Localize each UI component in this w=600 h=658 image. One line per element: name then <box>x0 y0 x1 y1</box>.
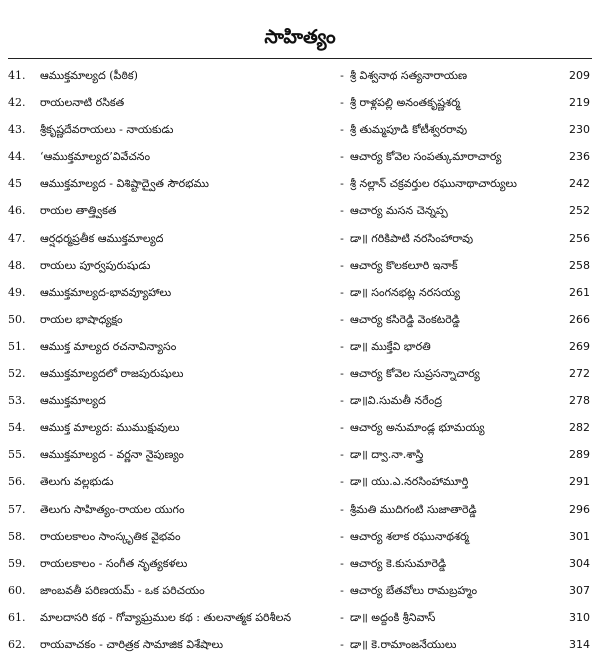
entry-title: తెలుగు సాహిత్యం-రాయల యుగం <box>40 502 185 516</box>
entry-page: 314 <box>569 637 590 651</box>
toc-entry <box>0 360 600 387</box>
entry-title: రాయవాచకం - చారిత్రక సామాజిక విశేషాలు <box>40 637 224 651</box>
entry-title: రాయల తాత్త్వికత <box>40 204 117 218</box>
entry-dash: - <box>340 529 344 543</box>
toc-entry <box>0 496 600 523</box>
entry-author: డా॥వి.సుమతీ నరేంద్ర <box>350 394 442 408</box>
entry-author: డా॥ ద్వా.నా.శాస్త్రి <box>350 448 424 462</box>
entry-author: శ్రీమతి ముదిగంటి సుజాతారెడ్డి <box>350 502 477 516</box>
entry-page: 242 <box>569 177 590 191</box>
entry-page: 266 <box>569 312 590 326</box>
entry-dash: - <box>340 177 344 191</box>
entry-page: 289 <box>569 448 590 462</box>
entry-author: శ్రీ రాళ్లపల్లి అనంతకృష్ణశర్మ <box>350 96 461 110</box>
entry-number: 42. <box>8 96 26 110</box>
entry-page: 230 <box>569 123 590 137</box>
entry-page: 258 <box>569 258 590 272</box>
entry-number: 41. <box>8 69 26 82</box>
entry-author: ఆచార్య కె.కుసుమారెడ్డి <box>350 556 447 570</box>
entry-page: 209 <box>569 69 590 82</box>
entry-title: మాలదాసరి కథ - గోవ్యాఘ్రముల కథ : తులనాత్మక పరిశీలన <box>40 610 292 624</box>
toc-entry <box>0 306 600 333</box>
entry-title: ఆముక్త మాల్యద రచనావిన్యాసం <box>40 339 177 353</box>
entry-dash: - <box>340 583 344 597</box>
toc-entry <box>0 143 600 170</box>
entry-number: 56. <box>8 475 26 489</box>
toc-entry <box>0 170 600 197</box>
toc-entry <box>0 252 600 279</box>
toc-entry <box>0 279 600 306</box>
entry-author: శ్రీ నల్లాన్ చక్రవర్తుల రఘునాథాచార్యులు <box>350 177 517 191</box>
entry-author: ఆచార్య అనుమాండ్ల భూమయ్య <box>350 421 485 435</box>
entry-author: ఆచార్య బేతవోలు రామబ్రహ్మం <box>350 583 478 597</box>
entry-page: 307 <box>569 583 590 597</box>
toc-entry <box>0 89 600 116</box>
entry-number: 43. <box>8 123 26 137</box>
entry-dash: - <box>340 367 344 381</box>
toc-entry <box>0 604 600 631</box>
toc-entry <box>0 197 600 224</box>
entry-number: 57. <box>8 502 26 516</box>
table-of-contents <box>0 62 600 658</box>
entry-dash: - <box>340 448 344 462</box>
entry-page: 252 <box>569 204 590 218</box>
entry-title: ఆముక్తమాల్యద-భావవ్యూహాలు <box>40 285 172 299</box>
title-divider <box>8 58 592 59</box>
entry-author: ఆచార్య కసిరెడ్డి వెంకటరెడ్డి <box>350 312 460 326</box>
entry-page: 219 <box>569 96 590 110</box>
entry-page: 304 <box>569 556 590 570</box>
entry-author: శ్రీ విశ్వనాథ సత్యనారాయణ <box>350 69 468 82</box>
entry-title: తెలుగు వల్లభుడు <box>40 475 114 489</box>
entry-author: ఆచార్య శలాక రఘునాథశర్మ <box>350 529 470 543</box>
entry-dash: - <box>340 637 344 651</box>
entry-dash: - <box>340 204 344 218</box>
entry-dash: - <box>340 339 344 353</box>
entry-title: రాయలు పూర్వపురుషుడు <box>40 258 151 272</box>
entry-author: ఆచార్య మసన చెన్నప్ప <box>350 204 448 218</box>
toc-entry <box>0 333 600 360</box>
entry-number: 44. <box>8 150 26 164</box>
entry-number: 62. <box>8 637 26 651</box>
entry-title: ఆముక్తమాల్యద (పీఠిక) <box>40 69 138 82</box>
entry-author: శ్రీ తుమ్మపూడి కోటీశ్వరరావు <box>350 123 468 137</box>
entry-dash: - <box>340 69 344 82</box>
entry-number: 48. <box>8 258 26 272</box>
toc-entry <box>0 62 600 89</box>
entry-dash: - <box>340 610 344 624</box>
entry-number: 61. <box>8 610 26 624</box>
entry-author: డా॥ అద్దంకి శ్రీనివాస్ <box>350 610 436 624</box>
entry-number: 59. <box>8 556 26 570</box>
toc-entry <box>0 468 600 495</box>
entry-author: డా॥ గరికిపాటి నరసింహారావు <box>350 231 474 245</box>
entry-page: 301 <box>569 529 590 543</box>
toc-entry <box>0 631 600 658</box>
entry-title: శ్రీకృష్ణదేవరాయలు - నాయకుడు <box>40 123 174 137</box>
entry-title: రాయలకాలం - సంగీత నృత్యకళలు <box>40 556 188 570</box>
entry-number: 60. <box>8 583 26 597</box>
entry-dash: - <box>340 150 344 164</box>
entry-dash: - <box>340 556 344 570</box>
entry-number: 46. <box>8 204 26 218</box>
entry-dash: - <box>340 394 344 408</box>
entry-author: డా॥ యు.ఎ.నరసింహామూర్తి <box>350 475 469 489</box>
entry-dash: - <box>340 96 344 110</box>
toc-entry <box>0 441 600 468</box>
entry-dash: - <box>340 421 344 435</box>
entry-page: 310 <box>569 610 590 624</box>
entry-number: 54. <box>8 421 26 435</box>
entry-dash: - <box>340 502 344 516</box>
entry-number: 47. <box>8 231 26 245</box>
entry-page: 296 <box>569 502 590 516</box>
entry-number: 55. <box>8 448 26 462</box>
entry-dash: - <box>340 475 344 489</box>
entry-author: ఆచార్య కోవెల సుప్రసన్నాచార్య <box>350 367 480 381</box>
entry-author: డా॥ కె.రామాంజనేయులు <box>350 637 457 651</box>
entry-page: 282 <box>569 421 590 435</box>
entry-page: 291 <box>569 475 590 489</box>
entry-title: రాయలనాటి రసికత <box>40 96 125 110</box>
entry-title: ఆముక్తమాల్యద - వర్ణనా నైపుణ్యం <box>40 448 184 462</box>
entry-title: జాంబవతీ పరిణయమ్ - ఒక పరిచయం <box>40 583 205 597</box>
toc-entry <box>0 116 600 143</box>
toc-entry <box>0 225 600 252</box>
entry-page: 272 <box>569 367 590 381</box>
section-title: సాహిత్యం <box>264 26 336 48</box>
entry-dash: - <box>340 231 344 245</box>
entry-title: ఆముక్తమాల్యద - విశిష్టాద్వైత సౌరభము <box>40 177 209 191</box>
toc-entry <box>0 577 600 604</box>
entry-title: ఆముక్తమాల్యదలో రాజపురుషులు <box>40 367 184 381</box>
entry-number: 45 <box>8 177 22 191</box>
entry-dash: - <box>340 312 344 326</box>
toc-entry <box>0 523 600 550</box>
entry-dash: - <box>340 258 344 272</box>
entry-author: ఆచార్య కోవెల సంపత్కుమారాచార్య <box>350 150 502 164</box>
entry-page: 261 <box>569 285 590 299</box>
entry-author: ఆచార్య కొలకలూరి ఇనాక్ <box>350 258 458 272</box>
entry-page: 236 <box>569 150 590 164</box>
entry-title: ‘ఆముక్తమాల్యద’వివేచనం <box>40 150 151 164</box>
entry-title: రాయల భాషాధ్యక్షం <box>40 312 123 326</box>
toc-entry <box>0 550 600 577</box>
toc-entry <box>0 414 600 441</box>
entry-number: 51. <box>8 339 26 353</box>
entry-number: 50. <box>8 312 26 326</box>
entry-author: డా॥ సంగనభట్ల నరసయ్య <box>350 285 461 299</box>
entry-dash: - <box>340 123 344 137</box>
entry-number: 53. <box>8 394 26 408</box>
entry-number: 49. <box>8 285 26 299</box>
entry-title: ఆర్షధర్మప్రతీక ఆముక్తమాల్యద <box>40 231 164 245</box>
entry-number: 58. <box>8 529 26 543</box>
entry-title: రాయలకాలం సాంస్కృతిక వైభవం <box>40 529 181 543</box>
entry-number: 52. <box>8 367 26 381</box>
entry-title: ఆముక్తమాల్యద <box>40 394 106 408</box>
entry-page: 269 <box>569 339 590 353</box>
entry-page: 278 <box>569 394 590 408</box>
toc-entry <box>0 387 600 414</box>
entry-dash: - <box>340 285 344 299</box>
entry-author: డా॥ ముక్తేవి భారతి <box>350 339 431 353</box>
entry-title: ఆముక్త మాల్యద: ముముక్షువులు <box>40 421 180 435</box>
entry-page: 256 <box>569 231 590 245</box>
